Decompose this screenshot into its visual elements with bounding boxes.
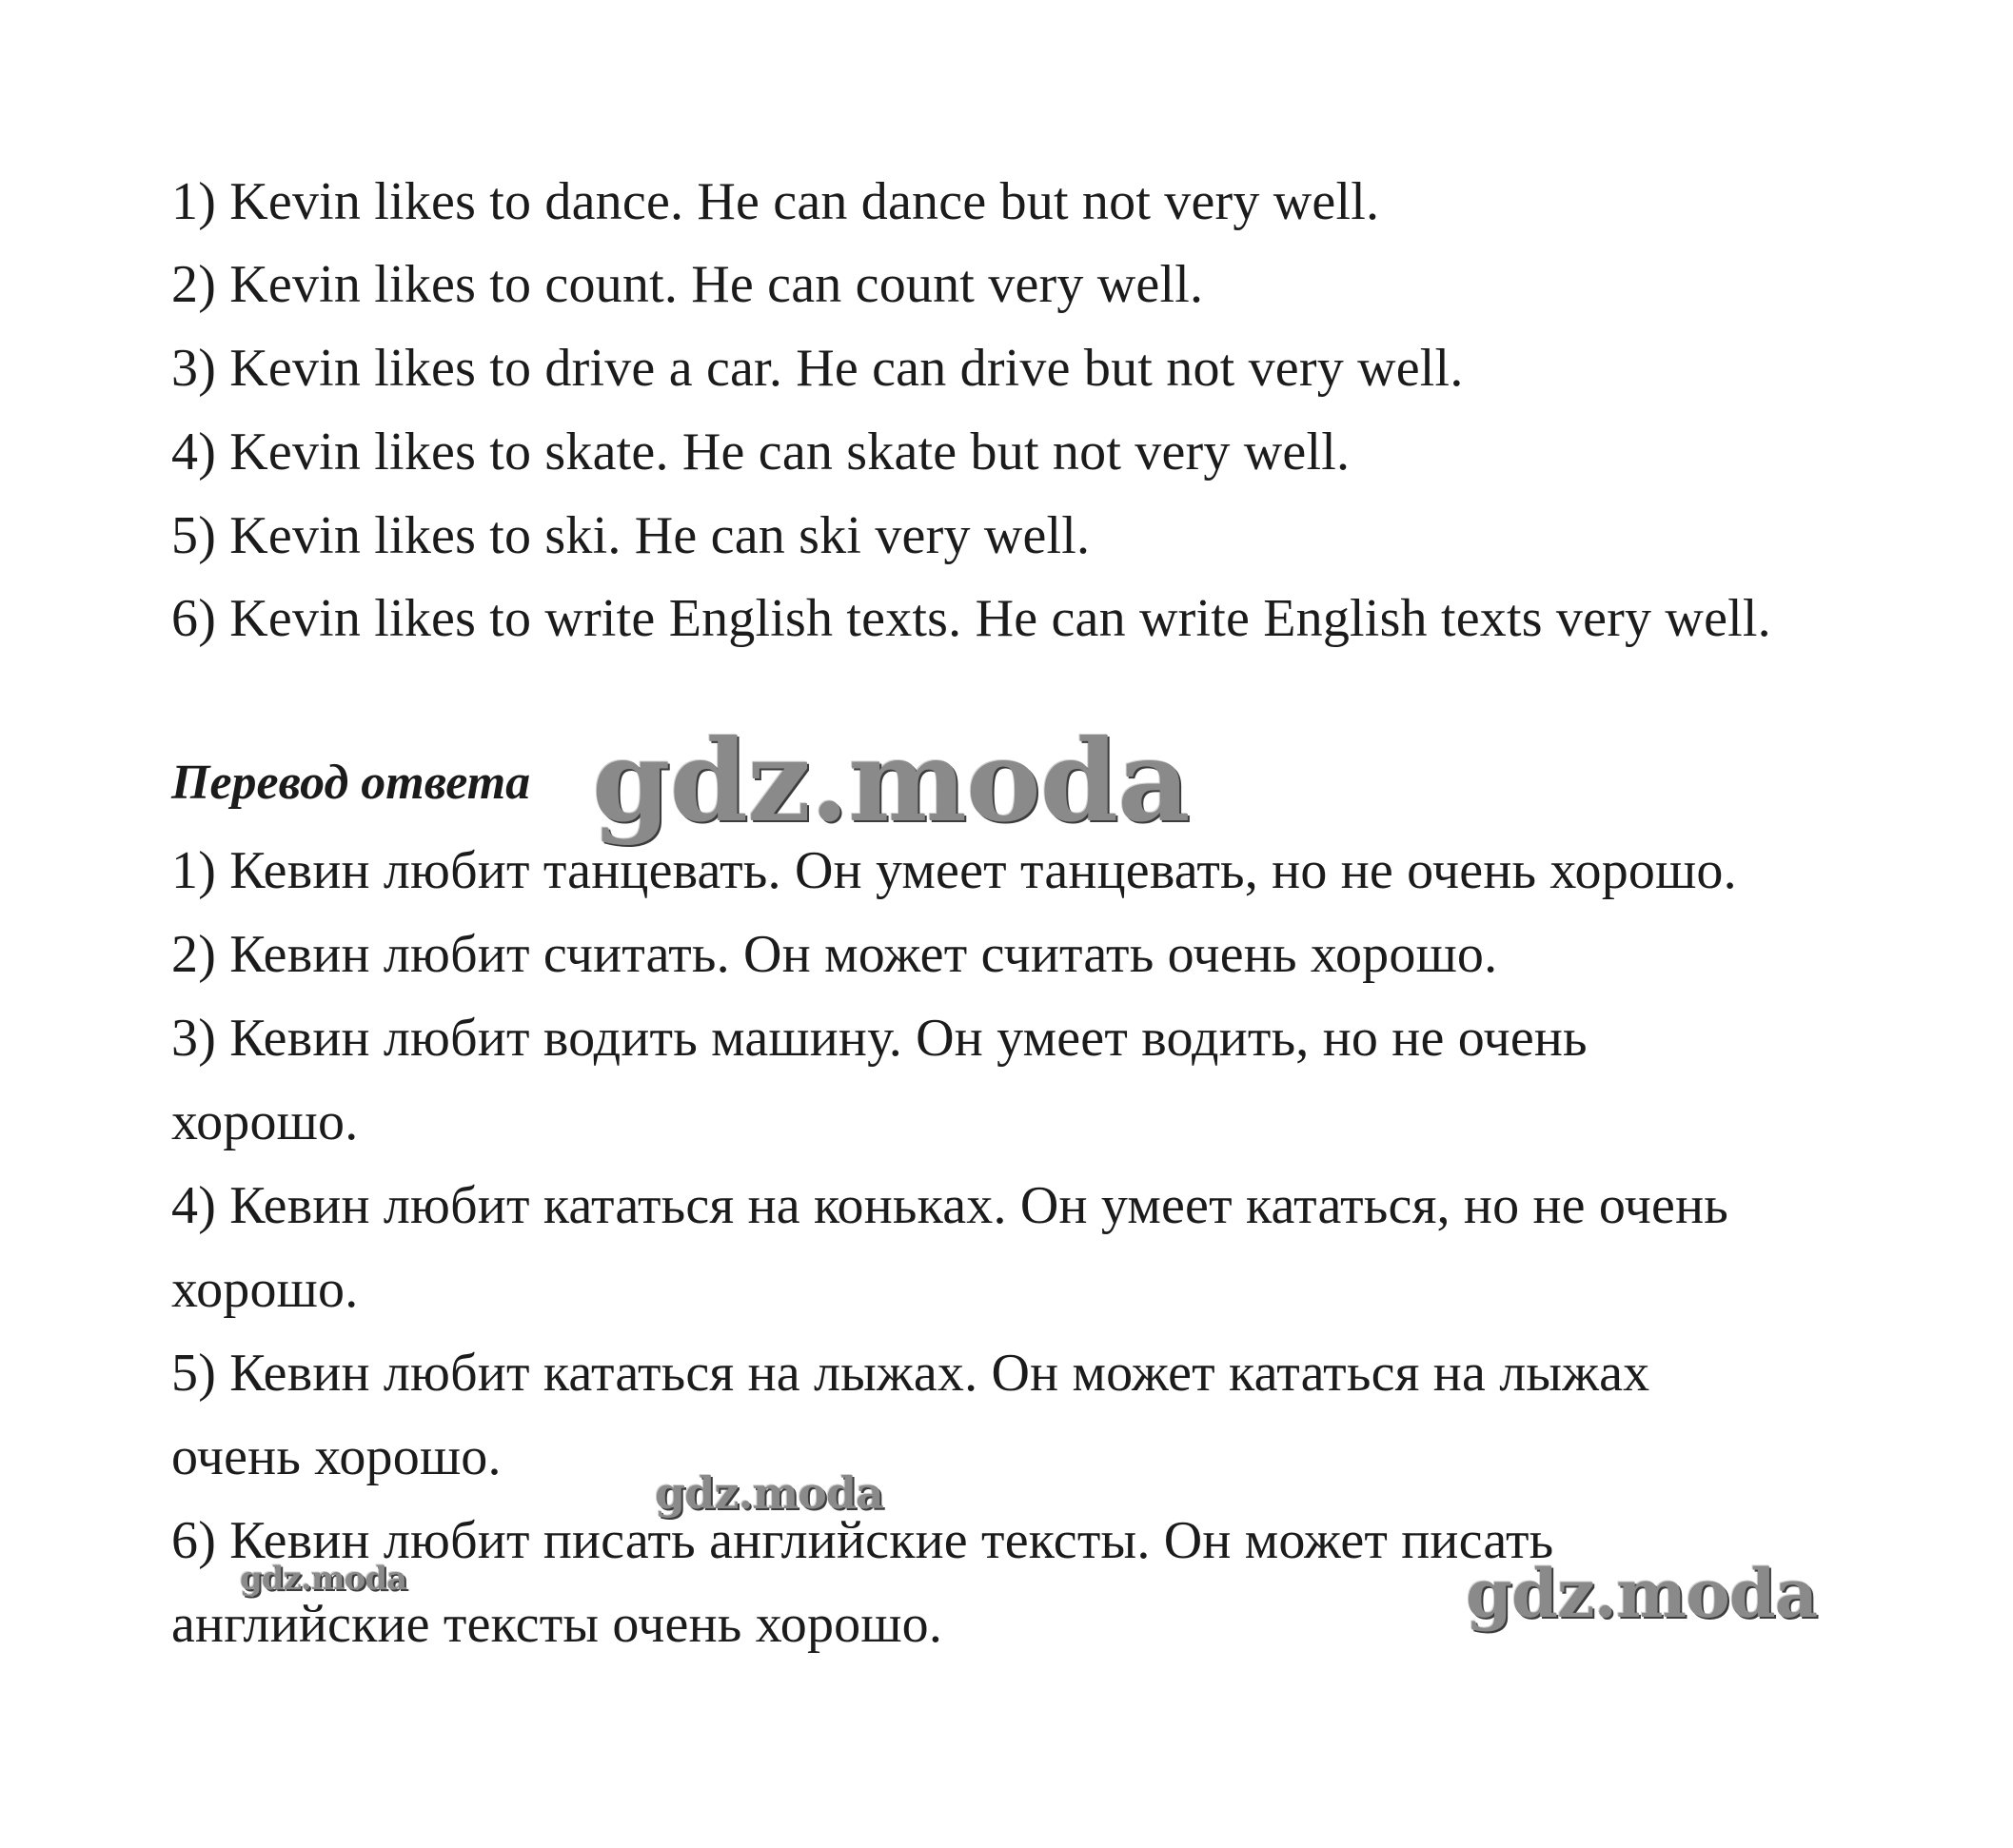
- answer-line-4: 4) Kevin likes to skate. He can skate but not very well.: [171, 423, 1351, 482]
- watermark-gdz-moda-large: gdz.moda: [592, 715, 1190, 847]
- watermark-gdz-moda-small: gdz.moda: [655, 1467, 883, 1519]
- translation-line-4: 4) Кевин любит кататься на коньках. Он умеет кататься, но не очень: [171, 1176, 1728, 1235]
- answer-line-5: 5) Kevin likes to ski. He can ski very well.: [171, 506, 1091, 565]
- translation-line-2: 2) Кевин любит считать. Он может считать очень хорошо.: [171, 925, 1498, 984]
- translation-line-3: 3) Кевин любит водить машину. Он умеет водить, но не очень: [171, 1009, 1588, 1068]
- answer-line-3: 3) Kevin likes to drive a car. He can drive but not very well.: [171, 339, 1464, 398]
- answer-line-2: 2) Kevin likes to count. He can count very well.: [171, 255, 1204, 314]
- translation-line-6: 6) Кевин любит писать английские тексты. Он может писать: [171, 1511, 1554, 1570]
- translation-heading: Перевод ответа: [171, 756, 531, 810]
- translation-line-5-cont: очень хорошо.: [171, 1427, 502, 1486]
- watermark-gdz-moda-tiny: gdz.moda: [240, 1560, 407, 1598]
- answer-line-1: 1) Kevin likes to dance. He can dance but not very well.: [171, 172, 1380, 231]
- translation-line-4-cont: хорошо.: [171, 1260, 359, 1319]
- translation-line-5: 5) Кевин любит кататься на лыжах. Он может кататься на лыжах: [171, 1344, 1650, 1403]
- watermark-gdz-moda-medium: gdz.moda: [1466, 1554, 1818, 1633]
- answer-line-6: 6) Kevin likes to write English texts. He can write English texts very well.: [171, 589, 1771, 648]
- translation-line-6-cont: английские тексты очень хорошо.: [171, 1595, 943, 1654]
- translation-line-1: 1) Кевин любит танцевать. Он умеет танцевать, но не очень хорошо.: [171, 841, 1737, 900]
- translation-line-3-cont: хорошо.: [171, 1092, 359, 1151]
